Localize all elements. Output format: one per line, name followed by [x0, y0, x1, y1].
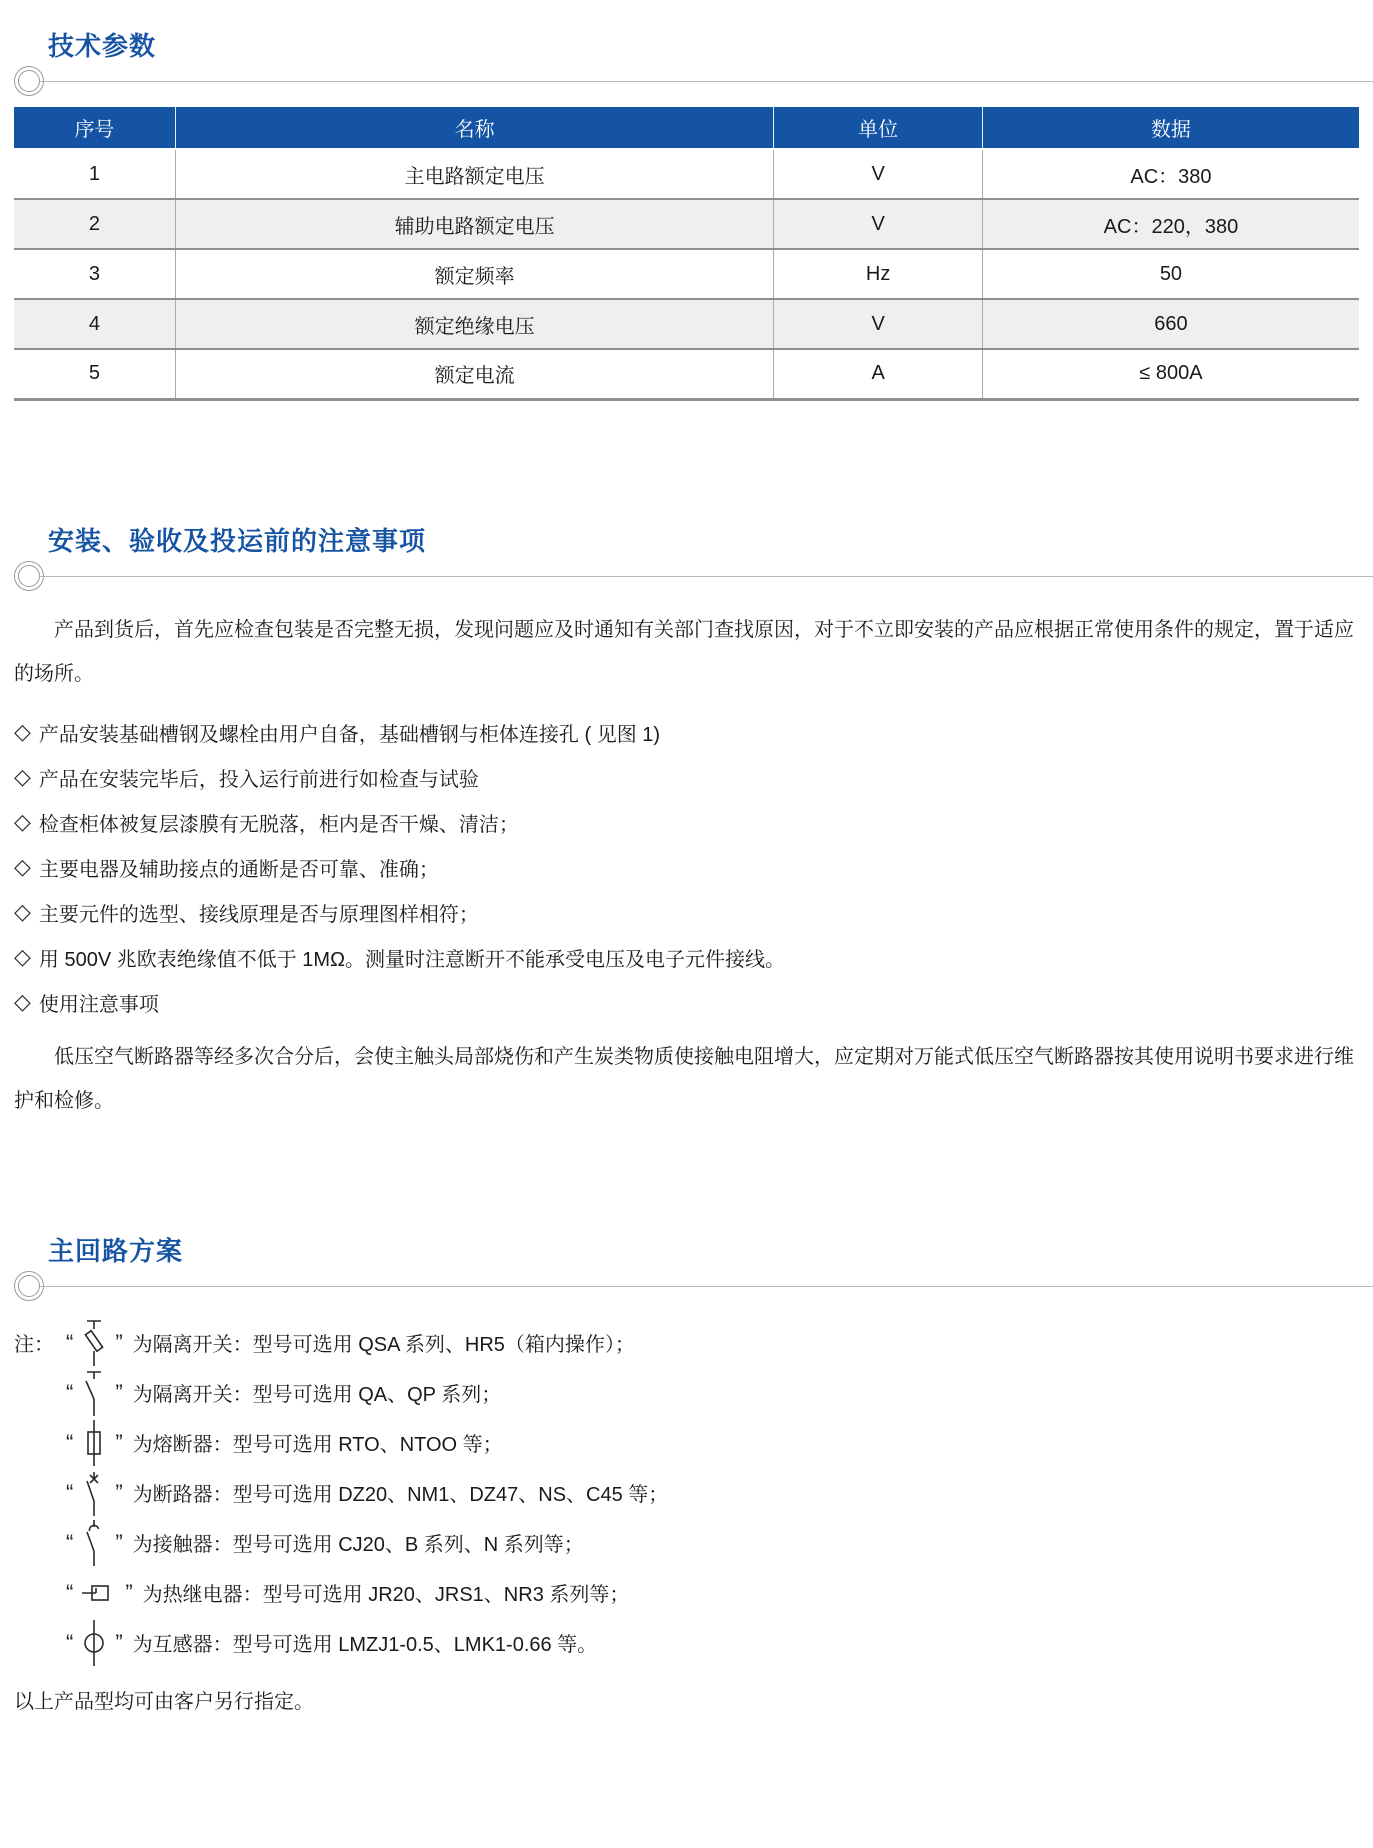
cell-data: 660 — [982, 299, 1359, 349]
bullet-text: 产品安装基础槽钢及螺栓由用户自备，基础槽钢与柜体连接孔 ( 见图 1) — [38, 723, 661, 746]
list-item — [14, 935, 1359, 980]
bullet-text: 用 500V 兆欧表绝缘值不低于 1MΩ。测量时注意断开不能承受电压及电子元件接线。 — [38, 948, 786, 971]
bullet-text: 产品在安装完毕后，投入运行前进行如检查与试验 — [38, 768, 479, 791]
diamond-bullet-icon: ◇ — [14, 719, 31, 744]
close-quote: ” — [115, 1329, 123, 1355]
cell-data: AC：220，380 — [982, 199, 1359, 249]
table-row — [14, 199, 1359, 249]
cell-unit: V — [774, 199, 982, 249]
note-text: 为接触器：型号可选用 CJ20、B 系列、N 系列等； — [132, 1534, 584, 1556]
open-quote: “ — [66, 1479, 74, 1505]
list-item — [14, 980, 1359, 1025]
tech-params-table — [14, 107, 1359, 401]
cell-unit: V — [774, 299, 982, 349]
table-header-row — [14, 107, 1359, 149]
cell-unit: A — [774, 349, 982, 399]
open-quote: “ — [66, 1429, 74, 1455]
cell-index: 4 — [14, 299, 175, 349]
section-tech-params — [0, 26, 1373, 97]
install-bullet-list — [14, 710, 1359, 1025]
section-title-install-notes: 安装、验收及投运前的注意事项 — [48, 525, 427, 556]
section-rule — [0, 1270, 1373, 1302]
section-rule — [0, 560, 1373, 592]
col-header-name: 名称 — [175, 107, 774, 149]
fuse-icon — [79, 1418, 109, 1468]
circuit-breaker-icon — [79, 1468, 109, 1518]
list-item — [14, 755, 1359, 800]
circuit-symbol-notes — [14, 1318, 1359, 1668]
cell-name: 辅助电路额定电压 — [175, 199, 774, 249]
bullet-text: 检查柜体被复层漆膜有无脱落，柜内是否干燥、清洁； — [38, 813, 519, 836]
bullet-text: 使用注意事项 — [38, 993, 159, 1016]
col-header-unit: 单位 — [774, 107, 982, 149]
open-quote: “ — [66, 1529, 74, 1555]
close-quote: ” — [115, 1529, 123, 1555]
col-header-index: 序号 — [14, 107, 175, 149]
list-item — [14, 710, 1359, 755]
col-header-data: 数据 — [982, 107, 1359, 149]
diamond-bullet-icon: ◇ — [14, 809, 31, 834]
diamond-bullet-icon: ◇ — [14, 854, 31, 879]
cell-index: 1 — [14, 149, 175, 199]
cell-unit: V — [774, 149, 982, 199]
thermal-relay-icon — [79, 1568, 119, 1618]
cell-data: AC：380 — [982, 149, 1359, 199]
install-closing-paragraph: 低压空气断路器等经多次合分后，会使主触头局部烧伤和产生炭类物质使接触电阻增大，应定期对万能式低压空气断路器按其使用说明书要求进行维护和检修。 — [14, 1045, 1354, 1112]
current-transformer-icon — [79, 1618, 109, 1668]
note-label: 注： — [14, 1334, 54, 1356]
isolator-switch-icon — [79, 1368, 109, 1418]
note-text: 为热继电器：型号可选用 JR20、JRS1、NR3 系列等； — [142, 1584, 630, 1606]
cell-name: 额定频率 — [175, 249, 774, 299]
close-quote: ” — [115, 1479, 123, 1505]
note-text: 为熔断器：型号可选用 RTO、NTOO 等； — [132, 1434, 503, 1456]
list-item — [14, 1368, 1359, 1418]
cell-name: 额定绝缘电压 — [175, 299, 774, 349]
cell-index: 2 — [14, 199, 175, 249]
list-item — [14, 890, 1359, 935]
open-quote: “ — [66, 1329, 74, 1355]
close-quote: ” — [115, 1429, 123, 1455]
rule-line — [40, 576, 1373, 577]
cell-data: ≤ 800A — [982, 349, 1359, 399]
cell-unit: Hz — [774, 249, 982, 299]
list-item — [14, 800, 1359, 845]
list-item — [14, 1518, 1359, 1568]
circuit-footer-note: 以上产品型均可由客户另行指定。 — [14, 1690, 314, 1713]
list-item — [14, 1568, 1359, 1618]
close-quote: ” — [115, 1379, 123, 1405]
table-row — [14, 249, 1359, 299]
table-row — [14, 349, 1359, 399]
note-text: 为断路器：型号可选用 DZ20、NM1、DZ47、NS、C45 等； — [132, 1484, 669, 1506]
section-title-tech-params: 技术参数 — [48, 31, 157, 61]
cell-data: 50 — [982, 249, 1359, 299]
bullet-text: 主要元件的选型、接线原理是否与原理图样相符； — [38, 903, 479, 926]
cell-name: 额定电流 — [175, 349, 774, 399]
cell-index: 3 — [14, 249, 175, 299]
open-quote: “ — [66, 1629, 74, 1655]
bullet-text: 主要电器及辅助接点的通断是否可靠、准确； — [38, 858, 439, 881]
close-quote: ” — [125, 1579, 133, 1605]
open-quote: “ — [66, 1379, 74, 1405]
open-quote: “ — [66, 1579, 74, 1605]
diamond-bullet-icon: ◇ — [14, 944, 31, 969]
diamond-bullet-icon: ◇ — [14, 899, 31, 924]
list-item — [14, 1618, 1359, 1668]
contactor-icon — [79, 1518, 109, 1568]
diamond-bullet-icon: ◇ — [14, 764, 31, 789]
rule-line — [40, 81, 1373, 82]
table-row — [14, 149, 1359, 199]
note-text: 为隔离开关：型号可选用 QA、QP 系列； — [132, 1384, 502, 1406]
list-item — [14, 845, 1359, 890]
install-intro-paragraph: 产品到货后，首先应检查包装是否完整无损，发现问题应及时通知有关部门查找原因，对于不立即安装的产品应根据正常使用条件的规定，置于适应的场所。 — [14, 618, 1354, 685]
isolator-switch-boxed-icon — [79, 1318, 109, 1368]
note-text: 为互感器：型号可选用 LMZJ1-0.5、LMK1-0.66 等。 — [132, 1634, 598, 1656]
section-main-circuit — [0, 1231, 1373, 1302]
list-item — [14, 1468, 1359, 1518]
table-row — [14, 299, 1359, 349]
section-title-main-circuit: 主回路方案 — [48, 1235, 184, 1266]
close-quote: ” — [115, 1629, 123, 1655]
section-rule — [0, 65, 1373, 97]
section-install-notes — [0, 521, 1373, 592]
cell-name: 主电路额定电压 — [175, 149, 774, 199]
list-item — [14, 1318, 1359, 1368]
rule-line — [40, 1286, 1373, 1287]
diamond-bullet-icon: ◇ — [14, 989, 31, 1014]
list-item — [14, 1418, 1359, 1468]
cell-index: 5 — [14, 349, 175, 399]
note-text: 为隔离开关：型号可选用 QSA 系列、HR5（箱内操作）； — [132, 1334, 635, 1356]
